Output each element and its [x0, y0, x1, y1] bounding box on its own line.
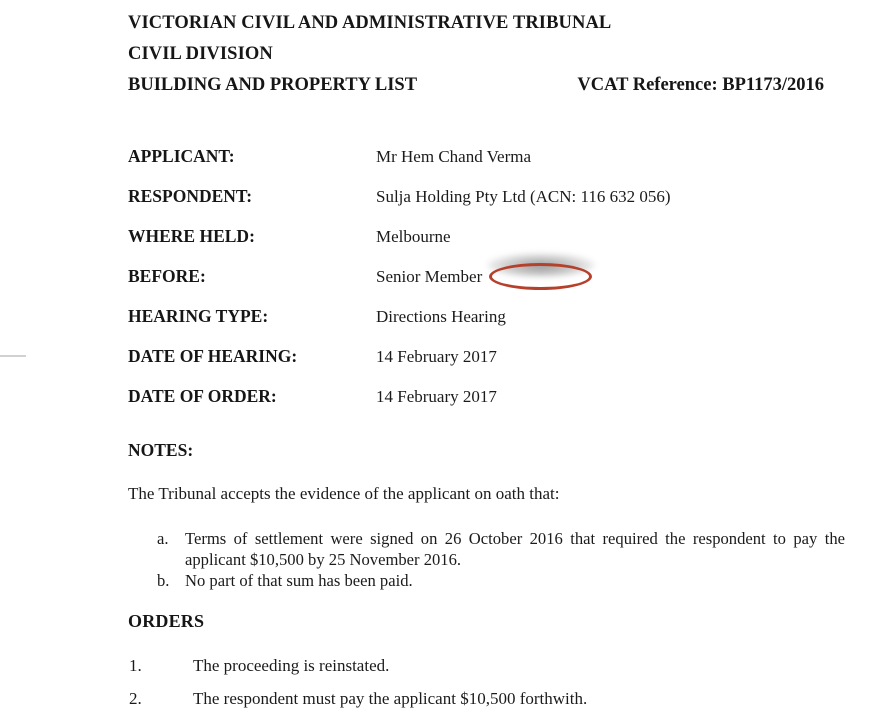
detail-value: Senior Member — [376, 267, 483, 286]
list-item-text: Terms of settlement were signed on 26 October 2016 that required the respondent to pay the applicant $10,500 by 25 November 2016. — [185, 529, 845, 569]
detail-label: HEARING TYPE: — [128, 306, 269, 326]
list-item — [129, 689, 829, 708]
detail-value: Melbourne — [376, 227, 451, 246]
case-details — [128, 146, 848, 426]
detail-value: 14 February 2017 — [376, 347, 497, 366]
vcat-reference: VCAT Reference: BP1173/2016 — [577, 75, 824, 95]
notes-heading: NOTES: — [128, 440, 194, 460]
detail-label: APPLICANT: — [128, 146, 235, 166]
detail-row-respondent — [128, 186, 848, 226]
notes-intro-text: The Tribunal accepts the evidence of the applicant on oath that: — [128, 484, 560, 503]
redaction-ellipse-annotation — [489, 263, 592, 290]
list-item-marker: a. — [157, 529, 169, 548]
list-item — [157, 570, 847, 591]
detail-value: Directions Hearing — [376, 307, 506, 326]
orders-heading: ORDERS — [128, 611, 205, 631]
detail-value: Sulja Holding Pty Ltd (ACN: 116 632 056) — [376, 187, 671, 206]
detail-value: 14 February 2017 — [376, 387, 497, 406]
list-item — [129, 656, 829, 689]
detail-label: WHERE HELD: — [128, 226, 255, 246]
detail-row-date-of-hearing — [128, 346, 848, 386]
division-title: CIVIL DIVISION — [128, 44, 273, 64]
list-item-marker: b. — [157, 571, 170, 590]
list-item-text: No part of that sum has been paid. — [185, 571, 413, 590]
tribunal-title: VICTORIAN CIVIL AND ADMINISTRATIVE TRIBUNAL — [128, 13, 612, 33]
document-header — [128, 8, 828, 101]
scan-artifact — [0, 355, 26, 357]
detail-value: Mr Hem Chand Verma — [376, 147, 532, 166]
list-item-marker: 2. — [129, 689, 142, 708]
orders-numbered-list — [129, 656, 829, 708]
list-and-reference-row — [128, 70, 828, 101]
notes-lettered-list — [157, 528, 847, 591]
detail-row-hearing-type — [128, 306, 848, 346]
detail-label: DATE OF ORDER: — [128, 386, 277, 406]
list-item-text: The respondent must pay the applicant $10,500 forthwith. — [193, 689, 588, 708]
detail-label: BEFORE: — [128, 266, 206, 286]
list-title: BUILDING AND PROPERTY LIST — [128, 75, 418, 95]
detail-row-where-held — [128, 226, 848, 266]
list-item-marker: 1. — [129, 656, 142, 675]
detail-label: RESPONDENT: — [128, 186, 253, 206]
detail-row-date-of-order — [128, 386, 848, 426]
list-item-text: The proceeding is reinstated. — [193, 656, 390, 675]
detail-row-applicant — [128, 146, 848, 186]
detail-row-before — [128, 266, 848, 306]
detail-label: DATE OF HEARING: — [128, 346, 298, 366]
list-item — [157, 528, 847, 570]
